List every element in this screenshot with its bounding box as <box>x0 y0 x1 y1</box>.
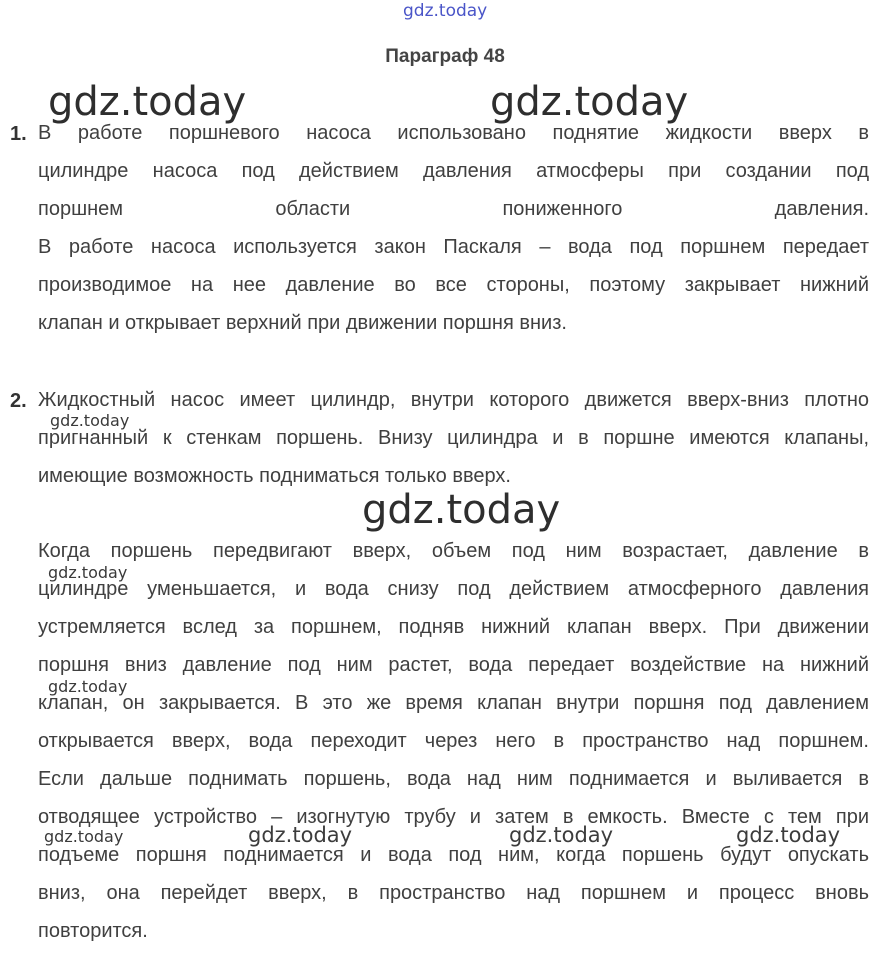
watermark-large: gdz.today <box>362 487 561 533</box>
answer-2-paragraph-1 <box>38 381 869 495</box>
text-line: Жидкостный насос имеет цилиндр, внутри которого движется вверх-вниз плотно <box>38 389 869 411</box>
watermark-medium: gdz.today <box>509 823 614 847</box>
watermark-small: gdz.today <box>44 827 124 846</box>
watermark-small: gdz.today <box>48 677 128 696</box>
watermark-large: gdz.today <box>48 79 247 125</box>
text-line: Когда поршень передвигают вверх, объем под ним возрастает, давление в <box>38 540 869 562</box>
answer-2-paragraph-2 <box>38 532 869 950</box>
text-line: цилиндре насоса под действием давления атмосферы при создании под <box>38 160 869 182</box>
watermark-top: gdz.today <box>403 1 488 21</box>
text-line: отводящее устройство – изогнутую трубу и затем в емкость. Вместе с тем при <box>38 806 869 828</box>
text-line: имеющие возможность подниматься только вверх. <box>38 465 511 487</box>
text-line: открывается вверх, вода переходит через него в пространство над поршнем. <box>38 730 869 752</box>
text-line: подъеме поршня поднимается и вода под ним, когда поршень будут опускать <box>38 844 869 866</box>
text-line: цилиндре уменьшается, и вода снизу под действием атмосферного давления <box>38 578 869 600</box>
text-line: устремляется вслед за поршнем, подняв нижний клапан вверх. При движении <box>38 616 869 638</box>
text-line: Если дальше поднимать поршень, вода над ним поднимается и выливается в <box>38 768 869 790</box>
text-line: поршнем области пониженного давления. <box>38 198 869 220</box>
watermark-medium: gdz.today <box>736 823 841 847</box>
text-line: В работе насоса используется закон Паскаля – вода под поршнем передает <box>38 236 869 258</box>
text-line: пригнанный к стенкам поршень. Внизу цилиндра и в поршне имеются клапаны, <box>38 427 869 449</box>
text-line: производимое на нее давление во все стороны, поэтому закрывает нижний <box>38 274 869 296</box>
answer-1-text <box>38 114 869 342</box>
text-line: поршня вниз давление под ним растет, вода передает воздействие на нижний <box>38 654 869 676</box>
item-number: 2. <box>10 390 27 412</box>
watermark-large: gdz.today <box>490 79 689 125</box>
page-title: Параграф 48 <box>385 46 505 67</box>
text-line: клапан, он закрывается. В это же время клапан внутри поршня под давлением <box>38 692 869 714</box>
text-line: повторится. <box>38 920 148 942</box>
watermark-medium: gdz.today <box>248 823 353 847</box>
watermark-small: gdz.today <box>48 563 128 582</box>
item-number: 1. <box>10 123 27 145</box>
text-line: вниз, она перейдет вверх, в пространство над поршнем и процесс вновь <box>38 882 869 904</box>
text-line: клапан и открывает верхний при движении поршня вниз. <box>38 312 567 334</box>
text-line: В работе поршневого насоса использовано поднятие жидкости вверх в <box>38 122 869 144</box>
watermark-small: gdz.today <box>50 411 130 430</box>
